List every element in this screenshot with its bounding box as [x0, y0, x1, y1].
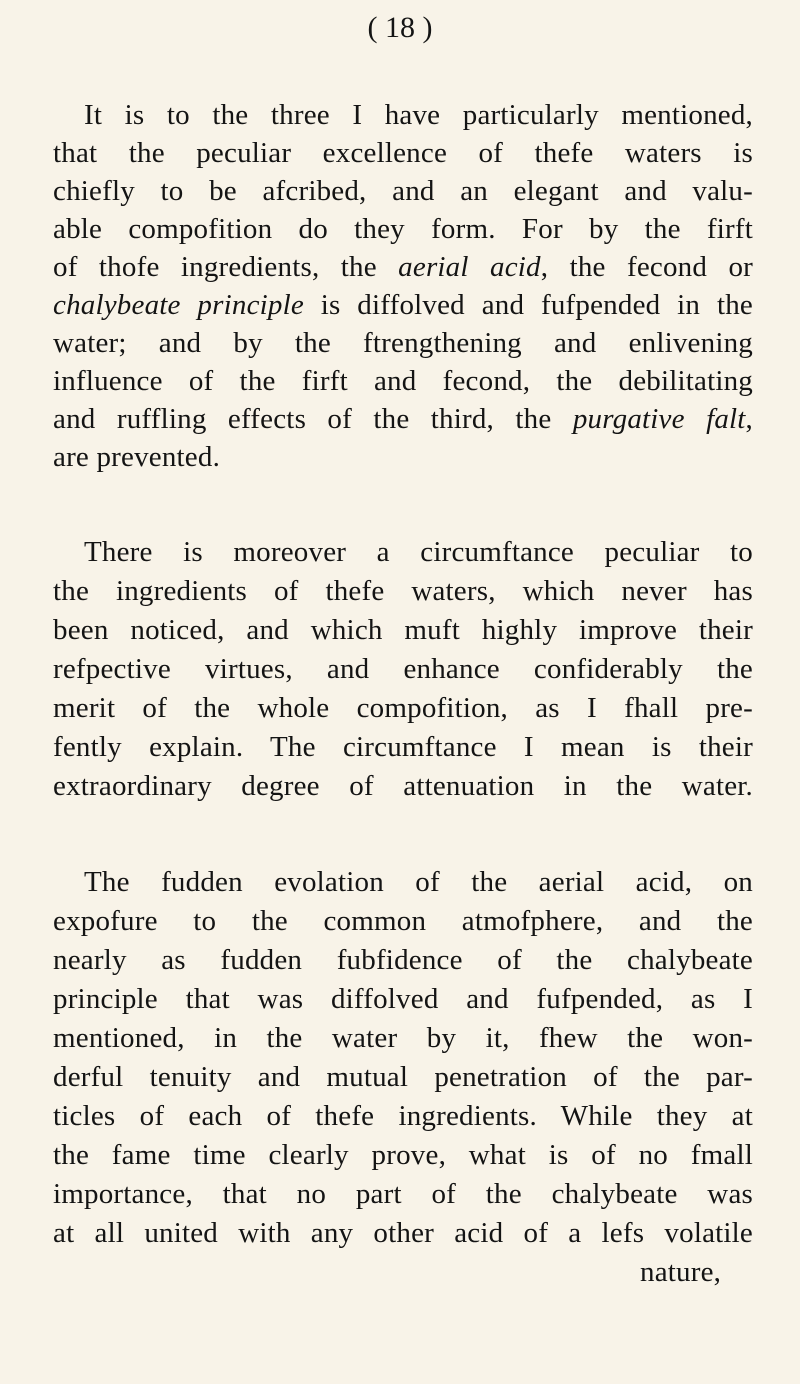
text-line [53, 689, 753, 727]
text-run: expofure to the common atmofphere, and the [53, 905, 753, 937]
text-line [53, 902, 753, 940]
catchword: nature, [640, 1256, 722, 1288]
text-line [53, 134, 753, 172]
text-run: refpective virtues, and enhance confiderably the [53, 653, 753, 685]
text-run: importance, that no part of the chalybeate was [53, 1178, 753, 1210]
italic-term: chalybeate principle [53, 289, 304, 321]
text-run: mentioned, in the water by it, fhew the won- [53, 1022, 753, 1054]
text-run: been noticed, and which muft highly improve their [53, 614, 753, 646]
text-run: are prevented. [53, 441, 221, 473]
text-line [53, 362, 753, 400]
text-line [53, 438, 753, 476]
text-line [53, 1136, 753, 1174]
text-line [53, 324, 753, 362]
text-line [53, 1019, 753, 1057]
text-run: the ingredients of thefe waters, which never has [53, 575, 753, 607]
text-run: the fame time clearly prove, what is of no fmall [53, 1139, 753, 1171]
text-run: and ruffling effects of the third, the [53, 403, 573, 435]
text-run: It is to the three I have particularly mentioned, [84, 99, 753, 131]
text-run: , the fecond or [540, 251, 753, 283]
text-line [53, 728, 753, 766]
text-run: There is moreover a circumftance peculiar to [84, 536, 753, 568]
text-run: water; and by the ftrengthening and enlivening [53, 327, 753, 359]
text-run: derful tenuity and mutual penetration of the par- [53, 1061, 753, 1093]
text-run: chiefly to be afcribed, and an elegant and valu- [53, 175, 753, 207]
text-line [53, 980, 753, 1018]
text-run: The fudden evolation of the aerial acid, on [84, 866, 753, 898]
text-run: ticles of each of thefe ingredients. While they at [53, 1100, 753, 1132]
text-line [53, 767, 753, 805]
text-line [53, 286, 753, 324]
page-number: ( 18 ) [367, 11, 433, 44]
text-line [53, 650, 753, 688]
text-line [53, 1175, 753, 1213]
text-line [84, 96, 753, 134]
text-line [53, 1058, 753, 1096]
text-line [53, 572, 753, 610]
italic-term: aerial acid [398, 251, 541, 283]
text-line [53, 941, 753, 979]
text-line [53, 1214, 753, 1252]
text-run: principle that was diffolved and fufpended, as I [53, 983, 753, 1015]
text-line [84, 533, 753, 571]
text-run: influence of the firft and fecond, the debilitating [53, 365, 753, 397]
text-line [53, 248, 753, 286]
text-run: merit of the whole compofition, as I fhall pre- [53, 692, 753, 724]
text-run: at all united with any other acid of a lefs volatile [53, 1217, 753, 1249]
text-run: that the peculiar excellence of thefe waters is [53, 137, 753, 169]
text-run: nearly as fudden fubfidence of the chalybeate [53, 944, 753, 976]
text-run: able compofition do they form. For by the firft [53, 213, 753, 245]
text-line [53, 1097, 753, 1135]
text-run: , [745, 403, 753, 435]
text-run: of thofe ingredients, the [53, 251, 399, 283]
text-line [53, 210, 753, 248]
text-run: extraordinary degree of attenuation in the water. [53, 770, 753, 802]
text-line [84, 863, 753, 901]
italic-term: purgative falt [572, 403, 746, 435]
text-line [53, 172, 753, 210]
text-line [53, 611, 753, 649]
text-line [53, 400, 753, 438]
text-run: fently explain. The circumftance I mean is their [53, 731, 753, 763]
text-run: is diffolved and fufpended in the [303, 289, 753, 321]
